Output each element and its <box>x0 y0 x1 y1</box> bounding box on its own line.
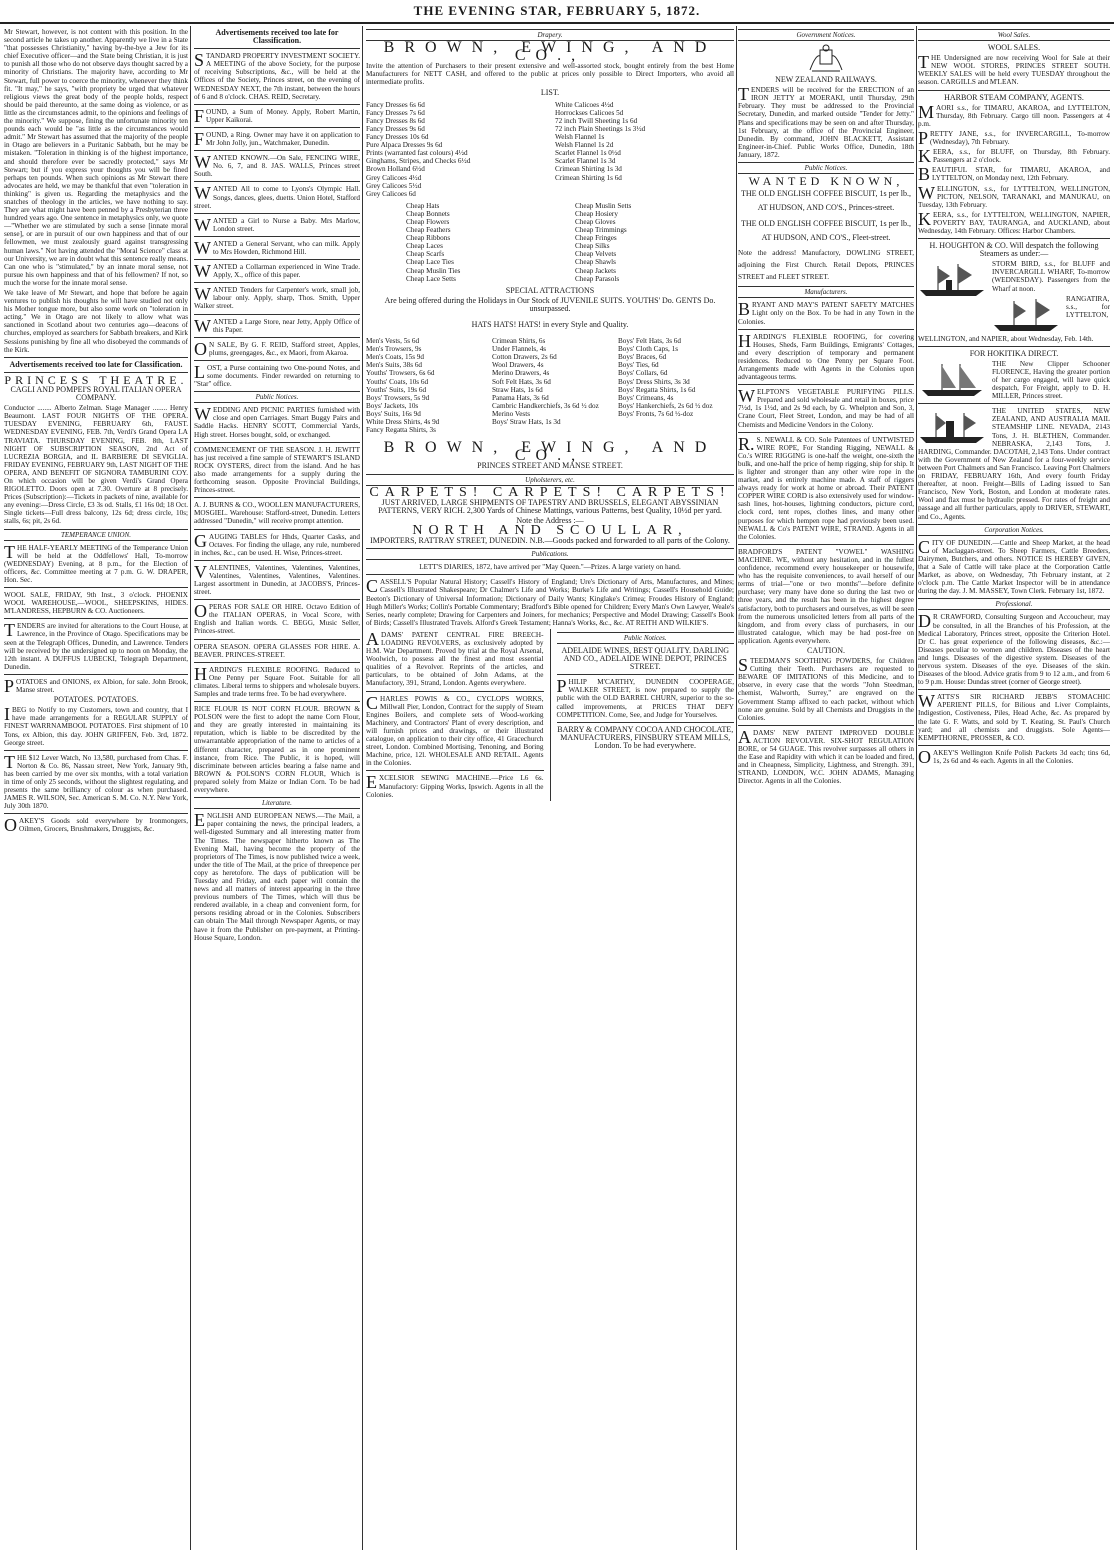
divider <box>4 357 188 358</box>
divider <box>194 360 360 361</box>
divider <box>194 127 360 128</box>
cheap-list-col <box>406 202 565 283</box>
divider <box>4 674 188 675</box>
firm-name: NORTH AND SCOULLAR, <box>412 522 688 538</box>
list-item: Boys' Regatta Shirts, 1s 6d <box>618 385 696 394</box>
theatre-text: Conductor ........ Alberto Zelman. Stage Manager ........ Henry Beaumont. LAST FOUR NIGHTS OF THE OPERA. TUESDAY EVENING, FEBRUARY 6th, FAUST. WEDNESDAY EVENING, FEB. 7th, Verdi's Grand Opera LA TRAVIATA. THURSDAY EVENING, FEB. 8th, LAST NIGHT OF SUBSCRIPTION SEASON, 2nd Act of LUCREZIA BORGIA, and IL BARBIERE DI SEVIGLIA. FRIDAY EVENING, FEBRUARY 9th, LAST NIGHT OF THE OPERA, AND BENEFIT OF SIGNORA TAMBURINI COY. On which occasion will be given Verdi's Grand Opera RIGOLETTO. Doors open at 7.30. Overture at 8 precisely. Prices (Subscription):—Tickets in packets of nine, available for any evening:—Dress Circle, £3 3s od. Stalls, £1 16s 0d; 18 Oct. Single tickets—Full dress balcony, 12s 6d; dress circle, 10s; stalls, 6s; pit, 2s 6d. <box>4 404 188 526</box>
advert: WELPTON'S VEGETABLE PURIFYING PILLS. Prepared and sold wholesale and retail in boxes, price 7½d, 1s 1½d, and 2s 9d each, by G. Whelpton and Son, 3, Crane Court, Fleet Street, London, and may be had of all Chemists and Medicine Vendors in the Colony. <box>738 386 914 429</box>
list-item: Men's Trowsers, 9s <box>366 345 422 354</box>
list-item: Youths' Trowsers, 6s 6d <box>366 369 435 378</box>
list-item: Wool Drawers, 4s <box>492 361 544 370</box>
divider <box>194 560 360 561</box>
advert: HARDING'S FLEXIBLE ROOFING, for covering Houses, Sheds, Farm Buildings, Emigrants' Cottages, and every description of temporary and permanent residences. Reduced to One Penny per Square Foot. Arrangements made with Agents in the Colonies upon advantageous terms. <box>738 330 914 382</box>
advert: WANTED KNOWN.—On Sale, FENCING WIRE, No. 6, 7, and 8. JAS. WALLS, Princes street South. <box>194 152 360 179</box>
special-text: Are being offered during the Holidays in Our Stock of JUVENILE SUITS. YOUTHS' Do. GENTS Do. unsurpassed. <box>384 295 716 313</box>
list-item: Men's Vests, 5s 6d <box>366 337 420 346</box>
list-item: Boys' Collars, 6d <box>618 369 668 378</box>
list-item: Cheap Muslin Setts <box>575 201 632 210</box>
divider <box>194 701 360 702</box>
advert: BARRY & COMPANY COCOA AND CHOCOLATE, MANUFACTURERS, FINSBURY STEAM MILLS, London. To be had everywhere. <box>557 724 734 750</box>
divider <box>194 442 360 443</box>
column-rule <box>916 26 917 1550</box>
advert: OPERAS FOR SALE OR HIRE. Octavo Edition of the ITALIAN OPERAS, in Vocal Score, with English and Italian words. C. BEGG, Music Seller, Princes-street. <box>194 601 360 636</box>
divider <box>918 745 1110 746</box>
advert: Note the address! Manufactory, DOWLING STREET, adjoining the First Church. Retail Depots, PRINCES STREET and FLEET STREET. <box>738 249 914 282</box>
advert: WANTED a General Servant, who can milk. Apply to Mrs Howden, Richmond Hill. <box>194 237 360 258</box>
advert-heading: WANTED KNOWN, <box>748 174 904 189</box>
advert: THE Undersigned are now receiving Wool for Sale at their NEW WOOL STORES, PRINCES STREET SOUTH. WEEKLY SALES will be held every TUESDAY throughout the season. CARGILLS and M'LEAN. <box>918 52 1110 87</box>
schooner-icon <box>918 362 988 398</box>
list-item: Panama Hats, 3s 6d <box>492 393 549 402</box>
divider <box>738 725 914 726</box>
section-heading: Literature. <box>194 797 360 809</box>
list-item: Boys' Cloth Caps, 1s <box>618 345 679 354</box>
list-item: Youths' Coats, 10s 6d <box>366 377 429 386</box>
list-item: Boys' Braces, 6d <box>618 353 667 362</box>
list-item: White Dress Shirts, 4s 9d <box>366 418 440 427</box>
list-item: Cheap Shawls <box>575 258 616 267</box>
list-item: Cotton Drawers, 2s 6d <box>492 353 557 362</box>
menswear-list <box>366 337 734 434</box>
divider <box>738 384 914 385</box>
section-heading: Government Notices. <box>738 29 914 41</box>
section-heading: Professional. <box>918 598 1110 610</box>
advert: MAORI s.s., for TIMARU, AKAROA, and LYTTELTON, Thursday, 8th February. Cargo till noon. Passengers at 4 p.m. <box>918 101 1110 128</box>
column-2 <box>194 26 360 1550</box>
list-item: Fancy Dresses 6s 6d <box>366 100 425 109</box>
divider <box>194 337 360 338</box>
advert: ADAMS' NEW PATENT IMPROVED DOUBLE ACTION REVOLVER. SIX-SHOT REGULATION BORE, or 54 GUAGE. This revolver surpasses all others in the Ease and Rapidity with which it can be loaded and fired, and in Cheapness, Simplicity, Lightness, and Strength. 391, STRAND, LONDON, W.C. JOHN ADAMS, Managing Director. Agents in all the Colonies. <box>738 726 914 786</box>
section-heading: Manufacturers. <box>738 286 914 298</box>
advert: FOUND, a Ring. Owner may have it on application to Mr John Jolly, jun., Watchmaker, Dunedin. <box>194 128 360 149</box>
list-item: 72 inch Plain Sheetings 1s 3½d <box>555 124 646 133</box>
advert-heading: CAUTION. <box>807 645 845 655</box>
advert: PHILIP M'CARTHY, DUNEDIN COOPERAGE, WALKER STREET, is now prepared to supply the public with the OLD BARREL CHURN, superior to the so-called improvements, at PRICES THAT DEFY COMPETITION. Come, See, and Judge for Yourselves. <box>556 676 734 719</box>
advert: EXCELSIOR SEWING MACHINE.—Price L6 6s. Manufactory: Gipping Works, Ipswich. Agents in all the Colonies. <box>366 772 544 799</box>
carpets-title: CARPETS! CARPETS! CARPETS! <box>369 484 731 500</box>
divider <box>194 150 360 151</box>
divider <box>918 90 1110 91</box>
list-item: Cheap Ribbons <box>406 234 451 243</box>
advert: LETT'S DIARIES, 1872, have arrived per "May Queen."—Prizes. A large variety on hand. <box>419 563 681 572</box>
list-item: Cheap Trimmings <box>575 226 627 235</box>
section-heading: Public Notices. <box>738 162 914 174</box>
advert: OAKEY'S Goods sold everywhere by Ironmongers, Oilmen, Grocers, Brushmakers, Druggists, &c. <box>4 815 188 836</box>
advert-heading: HARBOR STEAM COMPANY, AGENTS. <box>944 92 1084 102</box>
hats-text: HATS HATS! HATS! in every Style and Quality. <box>471 320 629 329</box>
list-item: Cheap Scarfs <box>406 250 445 259</box>
list-item: Cheap Muslin Ties <box>406 266 461 275</box>
list-item: Cheap Parasols <box>575 274 620 283</box>
column-3 <box>366 26 734 1550</box>
list-item: Fancy Dresses 9s 6d <box>366 124 425 133</box>
advert: POTATOES and ONIONS, ex Albion, for sale. John Brook, Manse street. <box>4 675 188 696</box>
section-heading: Advertisements received too late for Classification. <box>215 28 339 46</box>
advert: THE HALF-YEARLY MEETING of the Temperance Union will be held at the Oddfellows' Hall, To-morrow (WEDNESDAY) Evening, at 8 p.m., for the Election of officers, &c. Committee meeting at 7 p.m. G. W. DRAPER, Hon. Sec. <box>4 541 188 584</box>
advert: STEEDMAN'S SOOTHING POWDERS, for Children Cutting their Teeth. Purchasers are requested to BEWARE OF IMITATIONS of this Medicine, and to observe, in every case that the words "John Steedman, chemist, Walworth, Surrey," are engraved on the Government Stamp affixed to each packet, without which none are genuine. Sold by all Chemists and Druggists in the Colonies. <box>738 655 914 722</box>
list-item: Scarlet Flannel 1s 3d <box>555 157 616 166</box>
article-text-2: We take leave of Mr Stewart, and hope that before he again ventures to publish his thoughts he will have studied not only his Mother tongue more, but also some work on "toleration in acting." We in Otago are not likely to allow what was sanctioned in Scotland about two centuries ago—deacons of churches, employed as searchers for Sabbath breakers, and Kirk Sessions punishing by fine all who disobeyed the commands of the Kirk. <box>4 289 188 354</box>
list-item: Pure Alpaca Dresses 9s 6d <box>366 141 443 150</box>
theatre-title: PRINCESS THEATRE. <box>4 372 188 387</box>
divider <box>194 236 360 237</box>
advert-heading: FOR HOKITIKA DIRECT. <box>969 348 1059 358</box>
list-item: Under Flannels, 4s <box>492 345 547 354</box>
list-item: Boys' Dress Shirts, 3s 3d <box>618 377 690 386</box>
list-item: Cheap Flowers <box>406 217 450 226</box>
advert: RANGATIRA, s.s., for LYTTELTON, WELLINGTON, and NAPIER, about Wednesday, Feb. 14th. <box>918 294 1110 343</box>
list-item: Grey Calicoes 6d <box>366 189 416 198</box>
coat-of-arms-icon <box>806 44 846 74</box>
firm-address: IMPORTERS, RATTRAY STREET, DUNEDIN. N.B.—Goods packed and forwarded to all parts of the Colony. <box>370 536 730 546</box>
section-heading: Public Notices. <box>557 632 735 644</box>
advert: RICE FLOUR IS NOT CORN FLOUR. BROWN & POLSON were the first to adopt the name Corn Flour, and they are greatly interested in maintaining its reputation, which is liable to be discredited by the unwarrantable appropriation of the name to articles of a different character, prepared as in one prominent instance, from Rice. The Public, it is hoped, will discriminate between articles bearing a false name and BROWN & POLSON'S CORN FLOUR, Which is prepared solely from Maize or Indian Corn. To be had everywhere. <box>194 705 360 795</box>
list-item: Fancy Dresses 10s 6d <box>366 133 429 142</box>
divider <box>194 662 360 663</box>
note-address: Note the Address :— <box>516 515 584 525</box>
column-rule <box>736 26 737 1550</box>
divider <box>557 674 735 675</box>
list-item: Cheap Lace Ties <box>406 258 454 267</box>
list-item: Cheap Velvets <box>575 250 617 259</box>
list-item: Soft Felt Hats, 3s 6d <box>492 377 551 386</box>
divider <box>4 813 188 814</box>
advert: WEDDING AND PICNIC PARTIES furnished with close and open Carriages. Smart Buggy Pairs and Saddle Hacks. HENRY SCOTT, Commercial Yards, High street. Horses bought, sold, or exchanged. <box>194 404 360 439</box>
advert: KEERA, s.s., for LYTTELTON, WELLINGTON, NAPIER, POVERTY BAY, TAURANGA, and AUCKLAND, about Wednesday, 14th February. Offices: Harbor Chambers. <box>918 208 1110 235</box>
menswear-col <box>366 337 482 434</box>
ads-right <box>550 629 735 801</box>
advert: OAKEY'S Wellington Knife Polish Packets 3d each; tins 6d, 1s, 2s 6d and 4s each. Agents in all the Colonies. <box>918 746 1110 767</box>
list-item: Cheap Hosiery <box>575 209 618 218</box>
advert: TENDERS are invited for alterations to the Court House, at Lawrence, in the Province of Otago. Specifications may be seen at the Telegraph Offices, Dunedin, and Lawrence. Tenders will be received by the undersigned up to noon on Monday, the 12th instant. A DUFFUS LUBECKI, Telegraph Department, Dunedin. <box>4 620 188 671</box>
price-list-col <box>366 101 545 198</box>
list-item: Cheap Gloves <box>575 217 616 226</box>
divider <box>366 691 544 692</box>
advert: Invite the attention of Purchasers to their present extensive and well-assorted stock, bought entirely from the best Home Manufacturers for NETT CASH, and offered to the public at prices only possible to Direct Importers, who avoid all intermediate profits. <box>366 62 734 87</box>
list-item: Boys' Fronts, 7s 6d ½-doz <box>618 409 694 418</box>
page-title: THE EVENING STAR, FEBRUARY 5, 1872. <box>413 3 701 18</box>
divider <box>194 314 360 315</box>
section-heading: Corporation Notices. <box>918 524 1110 536</box>
divider <box>918 346 1110 347</box>
list-item: Boys' Crimeans, 4s <box>618 393 674 402</box>
divider <box>194 497 360 498</box>
advert: CHARLES POWIS & CO., CYCLOPS WORKS, Millwall Pier, London, Contract for the supply of Steam Engines Boilers, and complete sets of Wood-working Machinery, and Contractors' Plant of every description, and will furnish prices and drawings, or their illustrated catalogue, on application to their city office, 41 Gracechurch street, London. Combined Mortising, Tenoning, and Boring Machine, price, 12l. WHOLESALE AND RETAIL. Agents in the Colonies. <box>366 692 544 768</box>
advert: THE OLD ENGLISH COFFEE BISCUIT, 1s per lb., AT HUDSON, AND CO'S., Princes-street. <box>740 189 912 213</box>
list-item: Cheap Feathers <box>406 226 451 235</box>
notice-title: NEW ZEALAND RAILWAYS. <box>775 75 877 85</box>
price-list <box>366 101 734 198</box>
divider <box>194 259 360 260</box>
advert-heading: WOOL SALES. <box>987 43 1041 53</box>
section-heading: Drapery. <box>366 29 734 41</box>
list-item: Fancy Regatta Shirts, 3s <box>366 426 436 435</box>
list-item: Crimean Shirting 1s 6d <box>555 173 622 182</box>
list-item: Men's Coats, 15s 9d <box>366 353 424 362</box>
list-item: Merino Drawers, 4s <box>492 369 550 378</box>
divider <box>194 639 360 640</box>
cheap-list-col <box>575 202 734 283</box>
divider <box>738 432 914 433</box>
advert: R.S. NEWALL & CO. Sole Patentees of UNTWISTED WIRE ROPE, For Standing Rigging, NEWALL & Co.'s WIRE RIGGING is one-half the weight, one-sixth the bulk, and one-half the price of hemp rigging, ship for ship. It is lighter and stronger than any other wire rope in the market, and is entirely machine made. A staff of riggers always ready for work at home or abroad. Their PATENT COPPER WIRE CORD is also extensively used for window-sash lines, hot-houses, lightning conductors, picture cord, clock cord, tent ropes, clothes lines, and many other purposes for which hempen rope had previously been used. NEWALL & Co's PATENT WIRE, STRAND. Agents in all the Colonies. <box>738 433 914 541</box>
column-rule <box>362 26 363 1550</box>
advert: ADELAIDE WINES, BEST QUALITY. DARLING AND CO., ADELAIDE WINE DEPOT, PRINCES STREET. <box>561 646 730 672</box>
divider <box>194 213 360 214</box>
list-item: Cheap Fringes <box>575 234 617 243</box>
section-heading: TEMPERANCE UNION. <box>4 529 188 541</box>
advert: WANTED All to come to Lyons's Olympic Hall. Songs, dances, glees, duetts. Union Hotel, Stafford street. <box>194 183 360 210</box>
divider <box>4 618 188 619</box>
firm-address: PRINCES STREET AND MANSE STREET. <box>477 461 623 471</box>
list-item: Crimean Shirting 1s 3d <box>555 165 622 174</box>
special-heading: SPECIAL ATTRACTIONS <box>505 285 595 295</box>
advert: STANDARD PROPERTY INVESTMENT SOCIETY. A MEETING of the above Society, for the purpose of receiving Subscriptions, &c., will be held at the Offices of the Society, Princes street, on the evening of WEDNESDAY NEXT, the 7th instant, between the hours of 6 and 8 o'clock. CHAS. REID, Secretary. <box>194 50 360 101</box>
advert: ENGLISH AND EUROPEAN NEWS.—The Mail, a paper containing the news, the principal leaders, a well-digested Summary and all interesting matter from The Times. The newspaper hitherto known as The Evening Mail, having become the property of the proprietors of The Times, is now published twice a week, under the title of The Mail, at the price of threepence per copy as heretofore. The days of publication will be Tuesday and Friday, and each paper will contain the news and all matters of interest appearing in the three previous numbers of The Times, which will thus be rendered available, in a cheap and convenient form, for persons residing abroad or in the Colonies. Subscribers can obtain The Mail through Newspaper Agents, or may have it from the Publisher on pre-payment, at Printing-House Square, London. <box>194 810 360 942</box>
theatre-subtitle: CAGLI AND POMPEI'S ROYAL ITALIAN OPERA COMPANY. <box>10 384 182 403</box>
cheap-list <box>366 202 734 283</box>
menswear-col <box>492 337 608 434</box>
divider <box>194 104 360 105</box>
advert: IBEG to Notify to my Customers, town and country, that I have made arrangements for a REGULAR SUPPLY of FINEST WARRNAMBOOL POTATOES. First shipment of 10 Tons, ex Albion, this day. JOHN GRIFFEN, Feb. 3rd, 1872. George street. <box>4 704 188 747</box>
divider <box>738 329 914 330</box>
list-item: Boys' Felt Hats, 3s 6d <box>618 337 681 346</box>
list-item: Merino Vests <box>492 409 530 418</box>
list-item: Boys' Ties, 6d <box>618 361 659 370</box>
divider <box>366 770 544 771</box>
section-heading: Wool Sales. <box>918 29 1110 41</box>
advert: BRADFORD'S PATENT "VOWEL" WASHING MACHINE. WE, without any hesitation, and in the fullest confidence, recommend every housekeeper or housewife, who has the requisite conveniences, to avail herself of our terms of trial—"one or two months"—before definite purchase; very many have done so during the last two or three years, and the result has been in the highest degree satisfactory, both to purchasers and ourselves, as will be seen from the numerous unsolicited letters from all parts of the kingdom, and from every class of purchasers, in our illustrated catalogue, which may be had post-free on application. Agents everywhere. <box>738 547 914 645</box>
advert: A. J. BURNS & CO., WOOLLEN MANUFACTURERS, MOSGIEL. Warehouse: Stafford-street, Dunedin. Letters addressed "Dunedin," will receive prompt attention. <box>194 501 360 526</box>
section-heading: Publications. <box>366 548 734 560</box>
divider <box>194 529 360 530</box>
advert: THE UNITED STATES, NEW ZEALAND, AND AUSTRALIA MAIL STEAMSHIP LINE. NEVADA, 2143 Tons, J. H. BLETHEN, Commander. NEBRASKA, 2,143 Tons, J. HARDING, Commander. DACOTAH, 2,143 Tons. Under contract with the Government of New Zealand for a four-weekly service between Port Chalmers and San Francisco. Leaving Port Chalmers on FRIDAY, FEBRUARY 16th, And every fourth Friday thereafter, at noon. Freight—Bills of Lading issued to San Francisco, New York, Boston, and London at moderate rates. Wool and flax must be hydraulic pressed. For rates of freight and passage and all further particulars, apply to DRIVER, STEWART, and Co., Agents. <box>918 407 1110 521</box>
list-item: Horrockses Calicoes 5d <box>555 108 624 117</box>
ads-row <box>366 629 734 801</box>
advert: WANTED Tenders for Carpenter's work, small job, labour only. Apply, sharp, Thos. Smith, Upper Walker street. <box>194 284 360 311</box>
advert: KEERA, s.s., for BLUFF, on Thursday, 8th February. Passengers at 2 o'clock. <box>918 146 1110 167</box>
list-item: Brown Holland 6½d <box>366 165 425 174</box>
list-item: Boys' Jackets, 10s <box>366 401 419 410</box>
list-item: Cheap Bonnets <box>406 209 450 218</box>
advert: OPERA SEASON. OPERA GLASSES FOR HIRE. A. BEAVER. PRINCES-STREET. <box>194 642 360 659</box>
menswear-col <box>618 337 734 434</box>
list-item: Welsh Flannel 1s 2d <box>555 141 614 150</box>
advert: VALENTINES, Valentines, Valentines, Valentines, Valentines, Valentines, Valentines, Valentines. Largest assortment in Dunedin, at JACOBS'S, Princes-street. <box>194 561 360 597</box>
list-item: Boys' Straw Hats, 1s 3d <box>492 418 561 427</box>
list-item: Ginghams, Stripes, and Checks 6½d <box>366 157 471 166</box>
advert: ON SALE, By G. F. REID, Stafford street, Apples, plums, greengages, &c., ex Maori, from Akaroa. <box>194 338 360 359</box>
advert: DR CRAWFORD, Consulting Surgeon and Accoucheur, may be consulted, in all the Branches of his Profession, at the Medical Laboratory, Princes street, opposite the Criterion Hotel. Dr C. has great experience of the following diseases, &c.:— Diseases peculiar to women and children. Diseases of the heart and lungs. Diseases of the digestive system. Diseases of the nervous system. Diseases of the eye. Diseases of the skin. Diseases of the blood. Advice gratis from 9 to 12 a.m., and from 6 to 9 p.m. House: Dundas street (corner of George street). <box>918 611 1110 687</box>
divider <box>918 689 1110 690</box>
divider <box>557 722 735 723</box>
advert: H. HOUGHTON & CO. Will despatch the following Steamers as under:— <box>929 241 1099 259</box>
advert-heading: POTATOES. POTATOES. <box>53 695 139 705</box>
section-heading: Public Notices. <box>194 391 360 403</box>
list-item: Boys' Trowsers, 5s 9d <box>366 393 430 402</box>
price-list-col <box>555 101 734 198</box>
list-item: Cheap Laces <box>406 242 443 251</box>
list-item: Grey Calicoes 4½d <box>366 173 422 182</box>
firm-name: BROWN, EWING, AND CO., <box>383 39 717 65</box>
advert: BEAUTIFUL STAR, for TIMARU, AKAROA, and LYTTELTON, on Monday next, 12th February. <box>918 164 1110 185</box>
steamship-icon <box>918 409 988 445</box>
divider <box>4 587 188 588</box>
list-item: Crimean Shirts, 6s <box>492 337 546 346</box>
advert: THE $12 Lever Watch, No 13,580, purchased from Chas. F. Norton & Co. 86, Nassau street, New York, January 9th, has been carried by me over six months, with a total variation in time of only 25 seconds, without the slightest regulating, and presents the same brilliancy of colour as when purchased. JAMES R. WILSON, Sec. American S. M. Co. N.Y. New York, July 30th 1870. <box>4 751 188 811</box>
divider <box>194 599 360 600</box>
divider <box>366 574 734 575</box>
advert: CASSELL'S Popular Natural History; Cassell's History of England; Ure's Dictionary of Arts, Manufactures, and Mines; Cassell's Illustrated Shakespeare; Dr Chalmer's Life and Works; Burke's Life and Writings; Cassell's Household Guide; Beeton's Dictionary of Universal Information; Dictionary of Daily Wants; Kinglake's Crimea; Froudes History of England; Hugh Miller's Works; Collin's Portable Commentary; Bradford's Bible opened for Children; Every Man's Own Lawyer, Weale's Series, nearly complete; Drawing for Carpenters and Joiners, for mechanics; Perspective and Model Drawing; Cassell's Book of Birds; Cassell's Illustrated Travels. Alford's Greek Testament; Hanna's Works, &c., &c. AT REITH AND WILKIE'S. <box>366 576 734 627</box>
article-text: Mr Stewart, however, is not content with this position. In the second article he takes up another. Apparently we live in a State "that possesses Christianity," having by-the-bye a Jew for its chief Executive officer—and the State being Christian, it is just to punish all those who do not observe days thought sacred by a minority of Christians. The majority have, according to Mr Stewart, full power to coerce the minority, whenever they think fit. "It may," he says, "with propriety be urged that whatever religious views the great body of the people holds, respect should be paid thereunto, at the same doing as violence, or as little as the circumstances admit, to the opinions and feelings of the minority." We suppose, fining the unfortunate minority ten pounds each would be "as little as the circumstances would admit." Mr Stewart has assumed that the majority of the people in Otago are believers in a Puritanic Sabbath, but he may be mistaken. "Toleration in thinking is of the highest importance, and should therefore ever be sacredly protected," says Mr Stewart; but if you express your thoughts you will be fined perhaps ten pounds. When such opinions as Mr Stewart there advocates are held, we may be thankful that even "toleration in thinking" is given us. Regarding the metaphysics and the snatches of theology in the articles, we have nothing to say. They are what might have been penned by a Presbyterian three hundred years ago. One sentence in metaphysics only, we quote—"Whether we are stimulated by such a sense [innate moral sense], or are in pursuit of our own happiness and that of our fellowmen, we must zealously guard against transgressing human laws." Not having attended the "Moral Science" class at our University, we are in doubt what this sentence really means. Can one who is "stimulated," by an innate moral sense, not pursue his own happiness and that of his fellowmen? If not, so much the worse for the innate moral sense. <box>4 28 188 287</box>
advert: BRYANT AND MAY'S PATENT SAFETY MATCHES Light only on the Box. To be had in any Town in the Colonies. <box>738 299 914 326</box>
list-item: White Calicoes 4½d <box>555 100 614 109</box>
advert: THE OLD ENGLISH COFFEE BISCUIT, 1s per lb., AT HUDSON, AND CO'S., Fleet-street. <box>740 219 912 243</box>
advert: THE New Clipper Schooner FLORENCE, Having the greater portion of her cargo engaged, will have quick despatch, For Freight, apply to D. H. MILLER, Princes street. <box>992 359 1110 401</box>
list-item: Scarlet Flannel 1s 0½d <box>555 149 621 158</box>
advert: HARDING'S FLEXIBLE ROOFING. Reduced to One Penny per Square Foot. Suitable for all climates. Liberal terms to shippers and wholesale buyers. Samples and trade terms free. To be had everywhere. <box>194 663 360 698</box>
advert: CITY OF DUNEDIN.—Cattle and Sheep Market, at the head of Maclaggan-street. To Sheep Farmers, Cattle Breeders, Dairymen, Butchers, and others. NOTICE IS HEREBY GIVEN, that a Sale of Cattle will take place at the Corporation Cattle Market, as above, on Wednesday, 7th February instant, at 2 o'clock p.m. The Cattle Market Inspector will be in attendance during the day. J. M. MASSEY, Town Clerk. February 1st, 1872. <box>918 536 1110 596</box>
advert: FOUND, a Sum of Money. Apply, Robert Martin, Upper Kaikorai. <box>194 105 360 126</box>
column-4 <box>738 26 914 1550</box>
divider <box>738 544 914 545</box>
list-item: Straw Hats, 1s 6d <box>492 385 543 394</box>
list-item: Cheap Lace Setts <box>406 274 456 283</box>
list-item: Fancy Dresses 8s 6d <box>366 116 425 125</box>
column-rule <box>190 26 191 1550</box>
list-item: Cheap Jackets <box>575 266 616 275</box>
ads-left <box>366 629 544 801</box>
divider <box>4 750 188 751</box>
section-heading: Advertisements received too late for Classification. <box>9 359 183 369</box>
column-5 <box>918 26 1110 1550</box>
divider <box>194 282 360 283</box>
firm-name: BROWN, EWING, AND CO., <box>383 439 717 465</box>
divider <box>918 403 1110 404</box>
advert: PRETTY JANE, s.s., for INVERCARGILL, To-morrow (Wednesday), 7th February. <box>918 127 1110 148</box>
list-item: 72 inch Twill Sheeting 1s 6d <box>555 116 638 125</box>
advert: LOST, a Purse containing two One-pound Notes, and some documents. Finder rewarded on returning to "Star" office. <box>194 361 360 389</box>
list-item: Welsh Flannel 1s <box>555 133 605 142</box>
list-item: Men's Suits, 38s 6d <box>366 361 423 370</box>
advert: ADAMS' PATENT CENTRAL FIRE BREECH-LOADING REVOLVERS, as exclusively adopted by H.M. War Department. Proved by trial at the Royal Arsenal, Woolwich, to possess all the finest and most essential qualities of a Revolver. Reprints of the articles, and particulars, to be obtained of John Adams, at the Manufactory, 391, Strand, London. Agents everywhere. <box>366 628 544 688</box>
section-heading: Upholsterers, etc. <box>366 474 734 486</box>
list-item: Youths' Suits, 19s 6d <box>366 385 427 394</box>
advert: WATTS'S SIR RICHARD JEBB'S STOMACHIC APERIENT PILLS, for Bilious and Liver Complaints, Indigestion, Costiveness, Piles, Head Ache, &c. As prepared by the late G. F. Watts, and sold by T. Keating, St. Paul's Church yard; and all chemists and druggists. Sole Agents— KEMPTHORNE, PROSSER, & CO. <box>918 691 1110 742</box>
masthead <box>0 0 1114 24</box>
list-item: Cheap Silks <box>575 242 610 251</box>
list-item: Boys' Hankerchiefs, 2s 6d ½ doz <box>618 401 713 410</box>
advert: TENDERS will be received for the ERECTION of an IRON JETTY at MOERAKI, until Thursday, 29th February. They must be addressed to the Provincial Secretary, Dunedin, and marked outside "Tender for Jetty." Plans and specifications may be seen on and after Thursday, 1st February, at the office of the Provincial Engineer, Dunedin. By command, JOHN BLACKETT, Assistant Engineer-in-Chief. Public Works Office, Dunedin, 18th January, 1872. <box>738 84 914 159</box>
divider <box>918 238 1110 239</box>
advert: COMMENCEMENT OF THE SEASON. J. H. JEWITT has just received a fine sample of STEWART'S ISLAND ROCK OYSTERS, direct from the island. And he has also made arrangements for a supply during the forthcoming season. Opposite Provincial Buildings, Princes-street. <box>194 445 360 495</box>
list-item: Cambric Handkerchiefs, 3s 6d ½ doz <box>492 401 599 410</box>
advert: WANTED a Collarman experienced in Wine Trade. Apply, X., office of this paper. <box>194 261 360 282</box>
steamship-icon <box>918 262 988 298</box>
list-item: Grey Calicoes 5½d <box>366 181 422 190</box>
list-item: Fancy Dresses 7s 6d <box>366 108 425 117</box>
column-1 <box>4 26 188 1550</box>
advert: WOOL SALE, FRIDAY, 9th Inst., 3 o'clock. PHOENIX WOOL WAREHOUSE,—WOOL, SHEEPSKINS, HIDES. M'LANDRESS, HEPBURN & CO. Auctioneers. <box>4 591 188 616</box>
carpets-text: JUST ARRIVED, LARGE SHIPMENTS OF TAPESTRY AND BRUSSELS, ELEGANT ABYSSINIAN PATTERNS, VERY RICH. 2,300 Yards of Chinese Mattings, various Patterns, best Quality, 10½d per yard. <box>378 497 722 515</box>
advert: GAUGING TABLES for Hhds, Quarter Casks, and Octaves. For finding the ullage, any rule, numbered in inches, &c., can be used. H. Wise, Princes-street. <box>194 530 360 557</box>
list-heading: LIST. <box>540 87 560 97</box>
list-item: Prints (warranted fast colours) 4½d <box>366 149 468 158</box>
divider <box>194 48 360 49</box>
advert: WELLINGTON, s.s., for LYTTELTON, WELLINGTON, PICTON, NELSON, TARANAKI, and MANUKAU, on Tuesday, 13th February. <box>918 182 1110 209</box>
divider <box>194 181 360 182</box>
advert: WANTED a Large Store, near Jetty, Apply Office of this Paper. <box>194 315 360 336</box>
list-item: Cheap Hats <box>406 201 440 210</box>
list-item: Boys' Suits, 16s 9d <box>366 409 421 418</box>
advert: STORM BIRD, s.s., for BLUFF and INVERCARGILL WHARF, To-morrow (WEDNESDAY). Passengers from the Wharf at noon. <box>992 260 1110 293</box>
steamship-icon <box>992 297 1062 333</box>
advert: WANTED a Girl to Nurse a Baby. Mrs Marlow, London street. <box>194 214 360 235</box>
